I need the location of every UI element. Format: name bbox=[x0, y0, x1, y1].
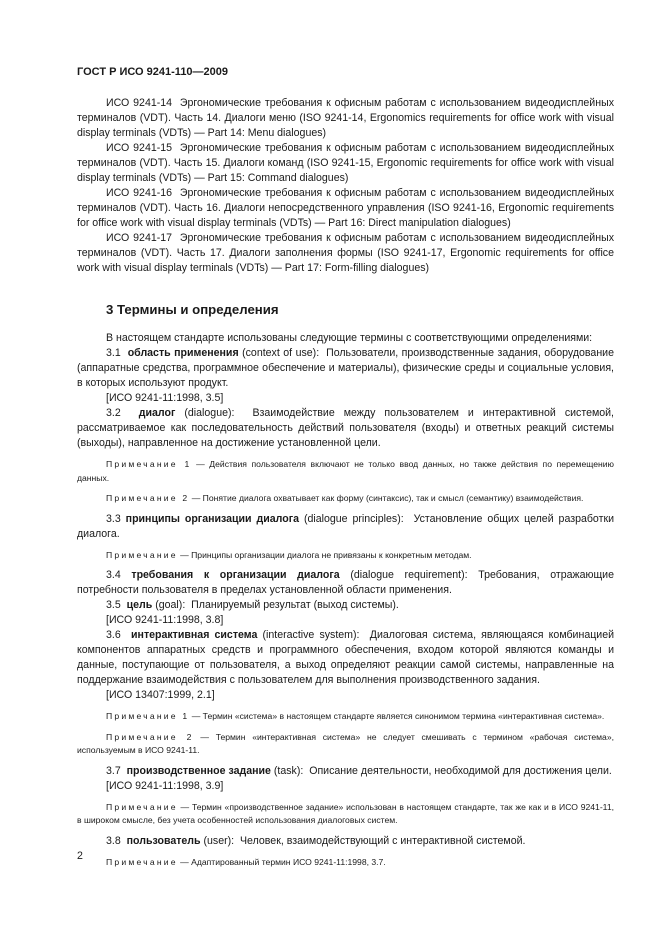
term-name: пользователь bbox=[126, 834, 201, 847]
reference-item: ИСО 9241-14 Эргономические требования к офисным работам с использованием видеодисплейных терминалов (VDT). Часть 14. Диалоги меню (ISO 9241-14, Ergonomics requirements for office work with visual display terminals (VDTs) — Part 14: Menu dialogues) bbox=[77, 97, 614, 139]
term-name: требования к организации диалога bbox=[131, 569, 340, 581]
note: Примечание 2 — Понятие диалога охватывает как форму (синтаксис), так и смысл (семантику) взаимодействия. bbox=[106, 493, 584, 503]
term-name: производственное задание bbox=[126, 764, 271, 777]
term-definition: 3.5 цель (goal): Планируемый результат (выход системы). bbox=[106, 599, 399, 611]
term-source: [ИСО 9241-11:1998, 3.9] bbox=[106, 779, 224, 792]
term-name: принципы организации диалога bbox=[125, 512, 300, 525]
note: Примечание 1 — Термин «система» в настоящем стандарте является синонимом термина «интерактивная система». bbox=[106, 711, 605, 721]
section-intro: В настоящем стандарте использованы следующие термины с соответствующими определениями: bbox=[106, 332, 593, 344]
note: Примечание — Термин «производственное задание» использован в настоящем стандарте, так же как и в ИСО 9241-11, в широком смысле, без учета особенностей использования диалоговых систем. bbox=[77, 801, 614, 825]
term-definition: 3.3 принципы организации диалога (dialogue principles): Установление общих целей разработки диалога. bbox=[77, 512, 614, 540]
page-number: 2 bbox=[77, 850, 83, 862]
section-heading: 3 Термины и определения bbox=[106, 302, 279, 317]
term-definition: 3.8 пользователь (user): Человек, взаимодействующий с интерактивной системой. bbox=[106, 834, 526, 847]
reference-item: ИСО 9241-15 Эргономические требования к офисным работам с использованием видеодисплейных терминалов (VDT). Часть 15. Диалоги команд (ISO 9241-15, Ergonomic requirements for office work with visual display terminals (VDTs) — Part 15: Command dialogues) bbox=[77, 142, 614, 184]
term-definition: 3.4 требования к организации диалога (dialogue requirement): Требования, отражающие потребности пользователя в пределах установленной области применения. bbox=[77, 569, 614, 596]
running-header: ГОСТ Р ИСО 9241-110—2009 bbox=[77, 66, 229, 78]
term-source: [ИСО 13407:1999, 2.1] bbox=[106, 689, 215, 701]
term-source: [ИСО 9241-11:1998, 3.8] bbox=[106, 614, 224, 626]
note: Примечание — Принципы организации диалога не привязаны к конкретным методам. bbox=[106, 549, 472, 560]
reference-item: ИСО 9241-17 Эргономические требования к офисным работам с использованием видеодисплейных терминалов (VDT). Часть 17. Диалоги заполнения формы (ISO 9241-17, Ergonomic requirements for office work with visual display terminals (VDTs) — Part 17: Form-filling dialogues) bbox=[77, 232, 614, 274]
note: Примечание 2 — Термин «интерактивная система» не следует смешивать с термином «рабочая система», используемым в ИСО 9241-11. bbox=[77, 731, 614, 755]
term-definition: 3.6 интерактивная система (interactive system): Диалоговая система, являющаяся комбинацией компонентов аппаратных средств и программного обеспечения, входом которой являются команды и данные, поступающие от пользователя, а выход определяют реакции самой системы, направленные на поддержание взаимодействия с пользователем для выполнения производственного задания. bbox=[77, 629, 615, 686]
reference-item: ИСО 9241-16 Эргономические требования к офисным работам с использованием видеодисплейных терминалов (VDT). Часть 16. Диалоги непосредственного управления (ISO 9241-16, Ergonomic requirements for office work with visual display terminals (VDTs) — Part 16: Direct manipulation dialogues) bbox=[77, 187, 614, 229]
page-content bbox=[77, 96, 614, 875]
term-name: цель bbox=[126, 599, 153, 611]
term-name: область применения bbox=[127, 347, 239, 359]
term-source: [ИСО 9241-11:1998, 3.5] bbox=[106, 392, 224, 404]
term-name: интерактивная система bbox=[131, 629, 258, 641]
note: Примечание 1 — Действия пользователя включают не только ввод данных, но также действия по перемещению данных. bbox=[77, 459, 614, 483]
term-definition: 3.2 диалог (dialogue): Взаимодействие между пользователем и интерактивной системой, рассматриваемое как последовательность действий пользователя (входы) и ответных реакций системы (выходы), направленное на достижение установленной цели. bbox=[77, 407, 615, 449]
term-name: диалог bbox=[138, 407, 176, 419]
note: Примечание — Адаптированный термин ИСО 9241-11:1998, 3.7. bbox=[106, 856, 386, 867]
term-definition: 3.7 производственное задание (task): Описание деятельности, необходимой для достижения цели. bbox=[106, 764, 612, 777]
term-definition: 3.1 область применения (context of use): Пользователи, производственные задания, оборудование (аппаратные средства, программное обеспечение и материалы), физические среды и социальные условия, в которых используют продукт. bbox=[77, 347, 614, 389]
